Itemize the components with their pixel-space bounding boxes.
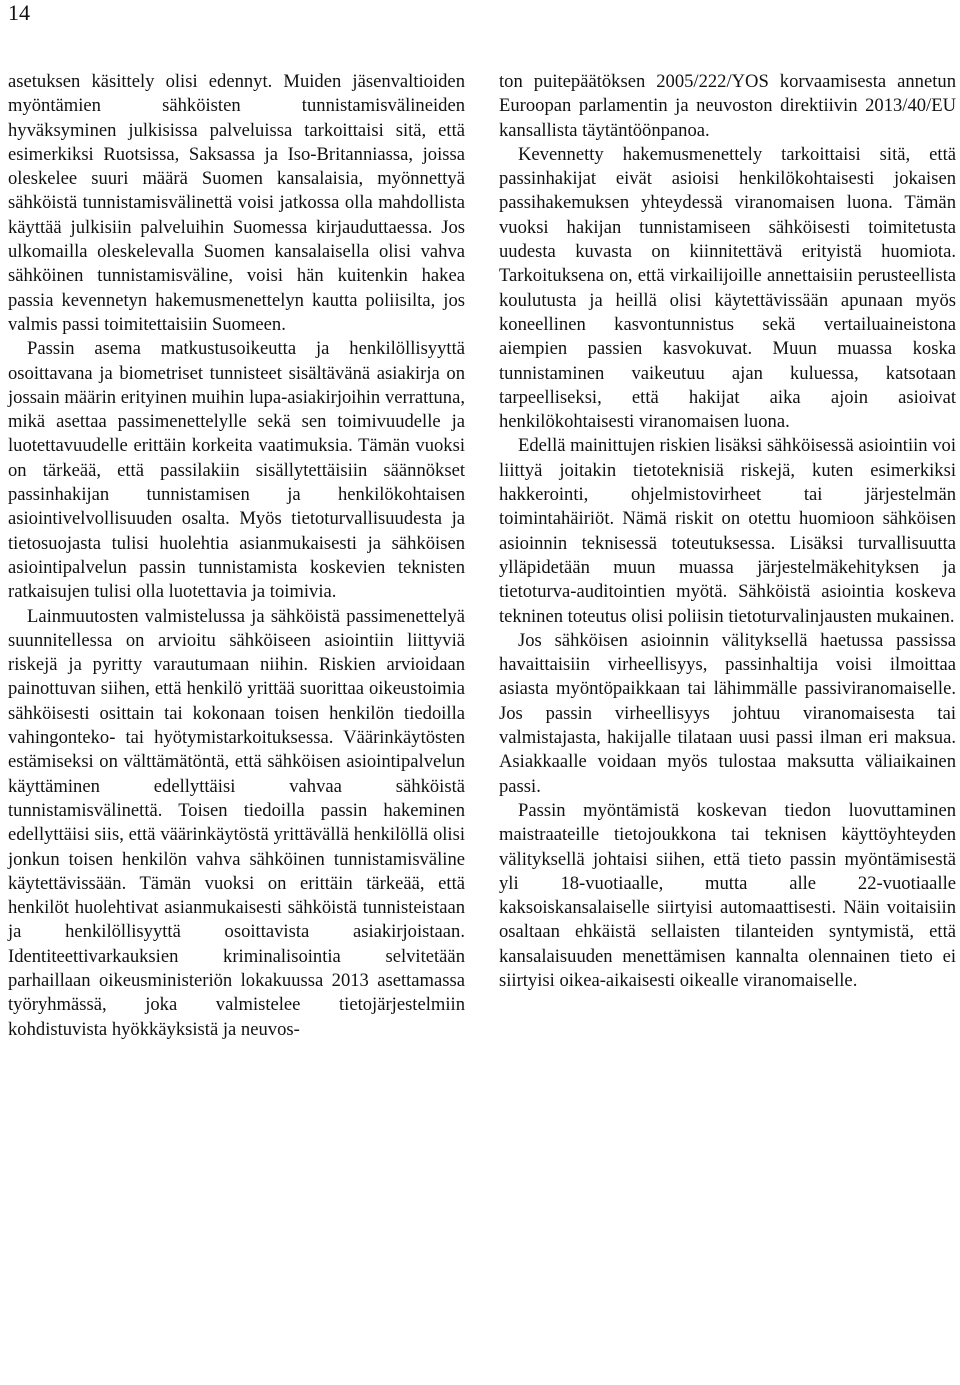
left-column [8,70,465,1042]
paragraph: Lainmuutosten valmistelussa ja sähköistä passimenettelyä suunnitellessa on arvioitu sähköiseen asiointiin liittyviä riskejä ja pyritty varautumaan niihin. Riskien arvioidaan painottuvan siihen, että henkilö yrittää suorittaa oikeustoimia sähköisesti osittain tai kokonaan toisen henkilön tiedoilla vahingonteko- tai hyötymistarkoituksessa. Väärinkäytösten estämiseksi on välttämätöntä, että sähköisen asiointipalvelun käyttäminen edellyttäisi vahvaa sähköistä tunnistamisvälinettä. Toisen tiedoilla passin hakeminen edellyttäisi siis, että väärinkäytöstä yrittävällä henkilöllä olisi jonkun toisen henkilön vahva sähköinen tunnistamisväline käytettävissään. Tämän vuoksi on erittäin tärkeää, että henkilöt huolehtivat asianmukaisesti sähköistä tunnisteistaan ja henkilöllisyyttä osoittavista asiakirjoistaan. Identiteettivarkauksien kriminalisointia selvitetään parhaillaan oikeusministeriön lokakuussa 2013 asettamassa työryhmässä, joka valmistelee tietojärjestelmiin kohdistuvista hyökkäyksistä ja neuvos- [8,605,465,1040]
paragraph: Kevennetty hakemusmenettely tarkoittaisi sitä, että passinhakijat eivät asioisi henkilökohtaisesti jokaisen passihakemuksen yhteydessä viranomaisen luona. Tämän vuoksi hakijan tunnistamiseen sähköisesti toimitetusta uudesta kuvasta on kiinnitettävä erityistä huomiota. Tarkoituksena on, että virkailijoille annettaisiin perusteellista koulutusta ja heillä olisi käytettävissään apunaan myös koneellinen kasvontunnistus sekä vertailuaineistona aiempien passien kasvokuvat. Muun muassa koska tunnistaminen vaikeutuu ajan kuluessa, katsotaan tarpeelliseksi, että hakijat aika ajoin asioivat henkilökohtaisesti viranomaisen luona. [499,143,956,433]
paragraph: Passin myöntämistä koskevan tiedon luovuttaminen maistraateille tietojoukkona tai teknisen käyttöyhteyden välityksellä johtaisi siihen, että tieto passin myöntämisestä yli 18-vuotiaalle, mutta alle 22-vuotiaalle kaksoiskansalaiselle siirtyisi automaattisesti. Näin voitaisiin osaltaan ehkäistä sellaisten tilanteiden syntymistä, että kansalaisuuden menettämisen kannalta olennainen tieto ei siirtyisi oikea-aikaisesti oikealle viranomaiselle. [499,799,956,991]
page-number: 14 [8,0,30,25]
paragraph: Passin asema matkustusoikeutta ja henkilöllisyyttä osoittavana ja biometriset tunnisteet sisältävänä asiakirja on jossain määrin erityinen muihin lupa-asiakirjoihin verrattuna, mikä asettaa passimenettelylle sekä sen toimivuudelle ja luotettavuudelle erittäin korkeita vaatimuksia. Tämän vuoksi on tärkeää, että passilakiin sisällytettäisiin säännökset passinhakijan tunnistamisen ja henkilökohtaisen asiointivelvollisuuden osalta. Myös tietoturvallisuudesta ja tietosuojasta tulisi huolehtia asianmukaisesti ja sähköisen asiointipalvelun passin tunnistamista koskevien teknisten ratkaisujen tulisi olla luotettavia ja toimivia. [8,338,465,603]
paragraph: Jos sähköisen asioinnin välityksellä haetussa passissa havaittaisiin virheellisyys, passinhaltija voisi ilmoittaa asiasta myöntöpaikkaan tai lähimmälle passiviranomaiselle. Jos passin virheellisyys johtuu viranomaisesta tai valmistajasta, hakijalle tilataan uusi passi ilman eri maksua. Asiakkaalle voidaan myös tulostaa maksutta väliaikainen passi. [499,629,956,797]
paragraph: ton puitepäätöksen 2005/222/YOS korvaamisesta annetun Euroopan parlamentin ja neuvoston direktiivin 2013/40/EU kansallista täytäntöönpanoa. [499,71,956,141]
paragraph: asetuksen käsittely olisi edennyt. Muiden jäsenvaltioiden myöntämien sähköisten tunnistamisvälineiden hyväksyminen julkisissa palveluissa tarkoittaisi sitä, että esimerkiksi Ruotsissa, Saksassa ja Iso-Britanniassa, joissa oleskelee suuri määrä Suomen kansalaisia, myönnettyä sähköistä tunnistamisvälinettä voisi jatkossa olla mahdollista käyttää julkisiin palveluihin Suomessa kirjauduttaessa. Jos ulkomailla oleskelevalla Suomen kansalaisella olisi vahva sähköinen tunnistamisväline, voisi hän kuitenkin hakea passia kevennetyn hakemusmenettelyn kautta poliisilta, jos valmis passi toimitettaisiin Suomeen. [8,71,465,335]
right-column [499,70,956,993]
paragraph: Edellä mainittujen riskien lisäksi sähköisessä asiointiin voi liittyä joitakin tietoteknisiä riskejä, kuten esimerkiksi hakkerointi, ohjelmistovirheet tai järjestelmän toimintahäiriöt. Nämä riskit on otettu huomioon sähköisen asioinnin teknisessä toteutuksessa. Lisäksi turvallisuutta ylläpidetään muun muassa järjestelmäkehityksen ja tietoturva-auditointien myötä. Sähköistä asiointia koskeva tekninen toteutus olisi poliisin tietoturvalinjausten mukainen. [499,435,956,627]
